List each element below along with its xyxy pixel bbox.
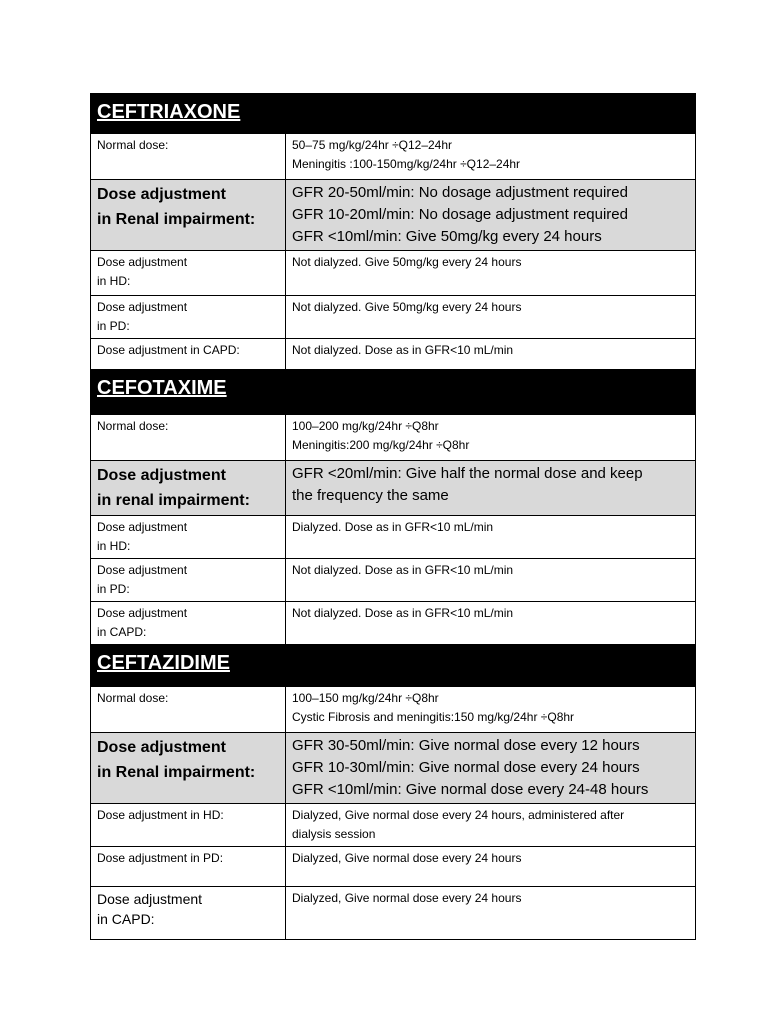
dose-value-line: 50–75 mg/kg/24hr ÷Q12–24hr xyxy=(292,138,453,152)
dose-value xyxy=(286,516,696,559)
dose-value xyxy=(286,887,696,940)
dose-row xyxy=(91,887,696,940)
dose-label-line: in Renal impairment: xyxy=(97,764,256,781)
section-title: CEFOTAXIME xyxy=(91,370,696,415)
dose-row xyxy=(91,415,696,461)
dose-label xyxy=(91,687,286,733)
dose-value xyxy=(286,461,696,516)
drug-dosing-document xyxy=(90,93,695,940)
dose-label-line: in CAPD: xyxy=(97,911,155,927)
dose-label-line: Dose adjustment xyxy=(97,255,188,269)
dose-value-line: 100–200 mg/kg/24hr ÷Q8hr xyxy=(292,419,439,433)
dose-label-line: in PD: xyxy=(97,319,130,333)
dose-value xyxy=(286,687,696,733)
dose-label-line: in CAPD: xyxy=(97,625,147,639)
dose-label xyxy=(91,516,286,559)
dose-label-line: Normal dose: xyxy=(97,419,169,433)
dose-value-line: GFR <10ml/min: Give normal dose every 24-48 hours xyxy=(292,781,649,798)
dose-label-line: Dose adjustment in PD: xyxy=(97,851,224,865)
dosing-table xyxy=(90,93,696,940)
dose-row xyxy=(91,559,696,602)
dose-value-line: GFR 10-30ml/min: Give normal dose every 24 hours xyxy=(292,759,640,776)
dose-value-line: dialysis session xyxy=(292,827,376,841)
dose-label-line: Dose adjustment xyxy=(97,186,226,203)
dose-value-line: Cystic Fibrosis and meningitis:150 mg/kg/24hr ÷Q8hr xyxy=(292,710,575,724)
dose-value xyxy=(286,602,696,645)
dose-label xyxy=(91,415,286,461)
dose-value-line: Dialyzed, Give normal dose every 24 hours xyxy=(292,891,522,905)
dose-value-line: GFR 30-50ml/min: Give normal dose every 12 hours xyxy=(292,737,640,754)
section-title: CEFTAZIDIME xyxy=(91,645,696,687)
dose-label xyxy=(91,251,286,296)
dose-row xyxy=(91,180,696,251)
section-header xyxy=(91,94,696,134)
dose-value-line: Dialyzed, Give normal dose every 24 hours xyxy=(292,851,522,865)
section-header xyxy=(91,370,696,415)
dose-row xyxy=(91,339,696,370)
dose-row xyxy=(91,296,696,339)
dose-label-line: Dose adjustment in HD: xyxy=(97,808,224,822)
dose-value xyxy=(286,180,696,251)
dose-label-line: Dose adjustment xyxy=(97,739,226,756)
dose-label xyxy=(91,134,286,180)
dose-row xyxy=(91,602,696,645)
dose-value xyxy=(286,251,696,296)
dose-value-line: GFR <10ml/min: Give 50mg/kg every 24 hours xyxy=(292,228,602,245)
dose-value-line: GFR 20-50ml/min: No dosage adjustment required xyxy=(292,184,628,201)
dose-value-line: Not dialyzed. Dose as in GFR<10 mL/min xyxy=(292,343,514,357)
dose-value xyxy=(286,559,696,602)
dose-label-line: in PD: xyxy=(97,582,130,596)
dose-value-line: 100–150 mg/kg/24hr ÷Q8hr xyxy=(292,691,439,705)
dose-value xyxy=(286,339,696,370)
dose-row xyxy=(91,516,696,559)
dose-value xyxy=(286,847,696,887)
dose-value xyxy=(286,733,696,804)
dose-label-line: in HD: xyxy=(97,274,131,288)
dose-row xyxy=(91,687,696,733)
section-title: CEFTRIAXONE xyxy=(91,94,696,134)
dose-value xyxy=(286,134,696,180)
dose-label-line: Dose adjustment xyxy=(97,606,188,620)
dose-label-line: Dose adjustment xyxy=(97,563,188,577)
dose-label-line: Dose adjustment xyxy=(97,891,203,907)
dose-label-line: Normal dose: xyxy=(97,691,169,705)
dose-value-line: Dialyzed. Dose as in GFR<10 mL/min xyxy=(292,520,494,534)
dose-label-line: in Renal impairment: xyxy=(97,211,256,228)
dose-label-line: Dose adjustment xyxy=(97,467,226,484)
dose-row xyxy=(91,251,696,296)
dose-value-line: the frequency the same xyxy=(292,487,449,504)
dose-label xyxy=(91,296,286,339)
dose-label-line: in HD: xyxy=(97,539,131,553)
dose-label xyxy=(91,847,286,887)
dose-label xyxy=(91,804,286,847)
dose-row xyxy=(91,461,696,516)
dose-value xyxy=(286,804,696,847)
dose-label-line: in renal impairment: xyxy=(97,492,250,509)
dose-value-line: Dialyzed, Give normal dose every 24 hours, administered after xyxy=(292,808,625,822)
dose-value-line: Meningitis:200 mg/kg/24hr ÷Q8hr xyxy=(292,438,470,452)
dose-label xyxy=(91,733,286,804)
dose-value xyxy=(286,296,696,339)
dose-label-line: Dose adjustment xyxy=(97,520,188,534)
dose-value-line: Not dialyzed. Dose as in GFR<10 mL/min xyxy=(292,563,514,577)
dose-value-line: Not dialyzed. Dose as in GFR<10 mL/min xyxy=(292,606,514,620)
dose-label-line: Dose adjustment in CAPD: xyxy=(97,343,240,357)
dose-value xyxy=(286,415,696,461)
dose-row xyxy=(91,134,696,180)
dose-value-line: Not dialyzed. Give 50mg/kg every 24 hours xyxy=(292,255,522,269)
dose-row xyxy=(91,847,696,887)
dose-label xyxy=(91,559,286,602)
dose-label xyxy=(91,461,286,516)
dose-value-line: Meningitis :100-150mg/kg/24hr ÷Q12–24hr xyxy=(292,157,521,171)
dose-label-line: Dose adjustment xyxy=(97,300,188,314)
dose-row xyxy=(91,733,696,804)
dose-row xyxy=(91,804,696,847)
dose-label-line: Normal dose: xyxy=(97,138,169,152)
dose-value-line: GFR <20ml/min: Give half the normal dose and keep xyxy=(292,465,643,482)
dose-value-line: GFR 10-20ml/min: No dosage adjustment required xyxy=(292,206,628,223)
dose-label xyxy=(91,887,286,940)
section-header xyxy=(91,645,696,687)
dose-label xyxy=(91,180,286,251)
dose-label xyxy=(91,602,286,645)
dose-label xyxy=(91,339,286,370)
dose-value-line: Not dialyzed. Give 50mg/kg every 24 hours xyxy=(292,300,522,314)
